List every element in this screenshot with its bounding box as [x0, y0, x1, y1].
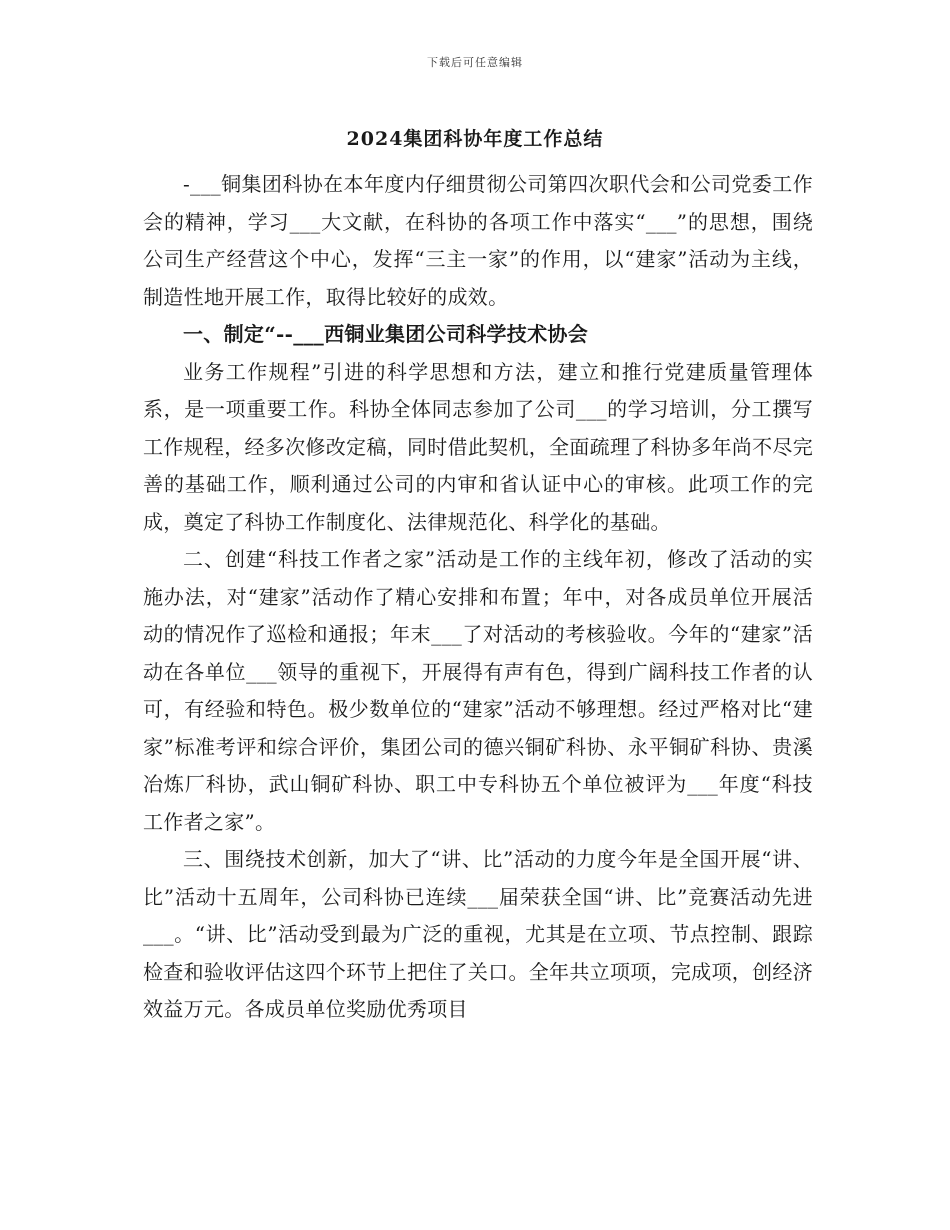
paragraph-section-1: 业务工作规程”引进的科学思想和方法，建立和推行党建质量管理体系，是一项重要工作。科协全体同志参加了公司___的学习培训，分工撰写工作规程，经多次修改定稿，同时借此契机，全面疏理了科协多年尚不尽完善的基础工作，顺利通过公司的内审和省认证中心的审核。此项工作的完成，奠定了科协工作制度化、法律规范化、科学化的基础。 — [143, 359, 813, 534]
paragraph-intro: -___铜集团科协在本年度内仔细贯彻公司第四次职代会和公司党委工作会的精神，学习___大文献，在科协的各项工作中落实“___”的思想，围绕公司生产经营这个中心，发挥“三主一家”的作用，以“建家”活动为主线，制造性地开展工作，取得比较好的成效。 — [143, 172, 813, 309]
paragraph-section-2: 二、创建“科技工作者之家”活动是工作的主线年初，修改了活动的实施办法，对“建家”活动作了精心安排和布置；年中，对各成员单位开展活动的情况作了巡检和通报；年末___了对活动的考核验收。今年的“建家”活动在各单位___领导的重视下，开展得有声有色，得到广阔科技工作者的认可，有经验和特色。极少数单位的“建家”活动不够理想。经过严格对比“建家”标准考评和综合评价，集团公司的德兴铜矿科协、永平铜矿科协、贵溪冶炼厂科协，武山铜矿科协、职工中专科协五个单位被评为___年度“科技工作者之家”。 — [143, 547, 813, 834]
paragraph-section-3: 三、围绕技术创新，加大了“讲、比”活动的力度今年是全国开展“讲、比”活动十五周年，公司科协已连续___届荣获全国“讲、比”竞赛活动先进___。“讲、比”活动受到最为广泛的重视，尤其是在立项、节点控制、跟踪检查和验收评估这四个环节上把住了关口。全年共立项项，完成项，创经济效益万元。各成员单位奖励优秀项目 — [143, 847, 813, 1021]
document-title: 2024集团科协年度工作总结 — [346, 128, 604, 150]
section-heading-1: 一、制定“--___西铜业集团公司科学技术协会 — [183, 322, 589, 346]
header-note: 下载后可任意编辑 — [427, 56, 523, 69]
document-body — [143, 166, 813, 1029]
